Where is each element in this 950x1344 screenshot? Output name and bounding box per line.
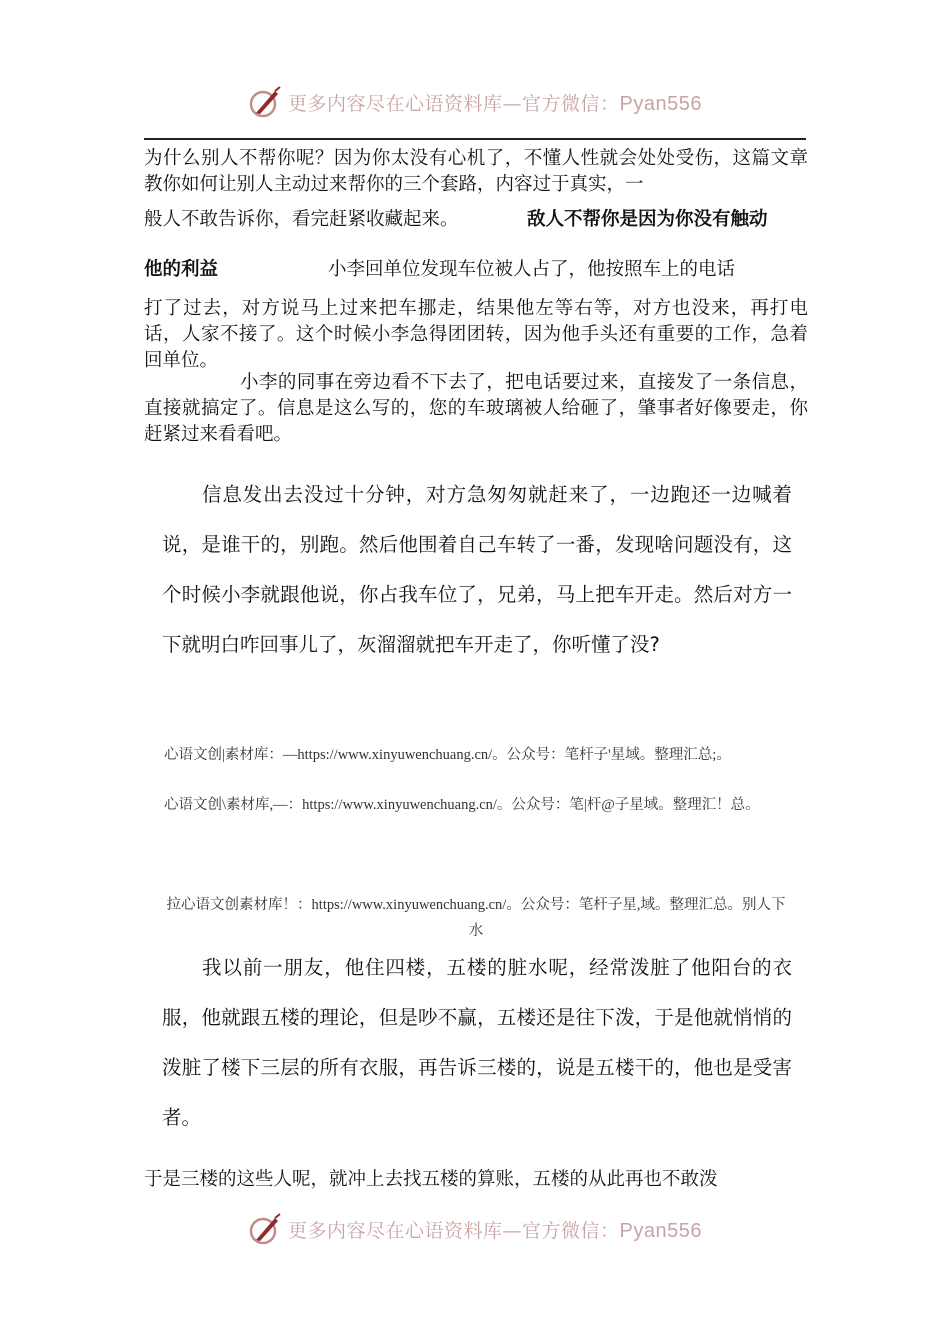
paragraph-4: 我以前一朋友，他住四楼，五楼的脏水呢，经常泼脏了他阳台的衣服，他就跟五楼的理论，但是吵不赢，五楼还是往下泼，于是他就悄悄的泼脏了楼下三层的所有衣服，再告诉三楼的，说是五楼干的，他也是受害者。	[162, 956, 792, 1129]
paragraph-1: 打了过去，对方说马上过来把车挪走，结果他左等右等，对方也没来，再打电话，人家不接了。这个时候小李急得团团转，因为他手头还有重要的工作，急着回单位。	[144, 298, 808, 371]
source-note-1: 心语文创|素材库：—https://www.xinyuwenchuang.cn/。公众号：笔杆子'星域。整理汇总;。	[164, 747, 731, 763]
header-watermark-banner	[0, 80, 950, 124]
footer-watermark-banner	[0, 1207, 950, 1251]
section-heading-part2: 他的利益	[144, 259, 219, 280]
intro-paragraph: 为什么别人不帮你呢？因为你太没有心机了，不懂人性就会处处受伤，这篇文章教你如何让别人主动过来帮你的三个套路，内容过于真实，一	[144, 148, 808, 195]
source-note-2: 心语文创\素材库,—：https://www.xinyuwenchuang.cn/。公众号：笔|杆@子星域。整理汇！总。	[164, 797, 760, 813]
quill-pen-logo-icon	[248, 1212, 282, 1246]
paragraph-1-start: 小李回单位发现车位被人占了，他按照车上的电话	[328, 259, 736, 280]
header-divider	[144, 138, 806, 140]
paragraph-2: 小李的同事在旁边看不下去了，把电话要过来，直接发了一条信息，直接就搞定了。信息是这么写的，您的车玻璃被人给砸了，肇事者好像要走，你赶紧过来看看吧。	[144, 372, 808, 445]
quill-pen-logo-icon	[248, 85, 282, 119]
paragraph-5: 于是三楼的这些人呢，就冲上去找五楼的算账，五楼的从此再也不敢泼	[144, 1169, 718, 1190]
banner-text: 更多内容尽在心语资料库—官方微信：Pyan556	[288, 92, 702, 115]
source-note-3: 拉心语文创素材库！：https://www.xinyuwenchuang.cn/。公众号：笔杆子星,域。整理汇总。别人下水	[166, 897, 786, 939]
paragraph-3: 信息发出去没过十分钟，对方急匆匆就赶来了，一边跑还一边喊着说，是谁干的，别跑。然后他围着自己车转了一番，发现啥问题没有，这个时候小李就跟他说，你占我车位了，兄弟，马上把车开走。然后对方一下就明白咋回事儿了，灰溜溜就把车开走了，你听懂了没?	[162, 483, 792, 656]
intro-paragraph-end: 般人不敢告诉你，看完赶紧收藏起来。	[144, 209, 459, 230]
section-heading-part1: 敌人不帮你是因为你没有触动	[527, 209, 768, 230]
banner-text: 更多内容尽在心语资料库—官方微信：Pyan556	[288, 1219, 702, 1242]
